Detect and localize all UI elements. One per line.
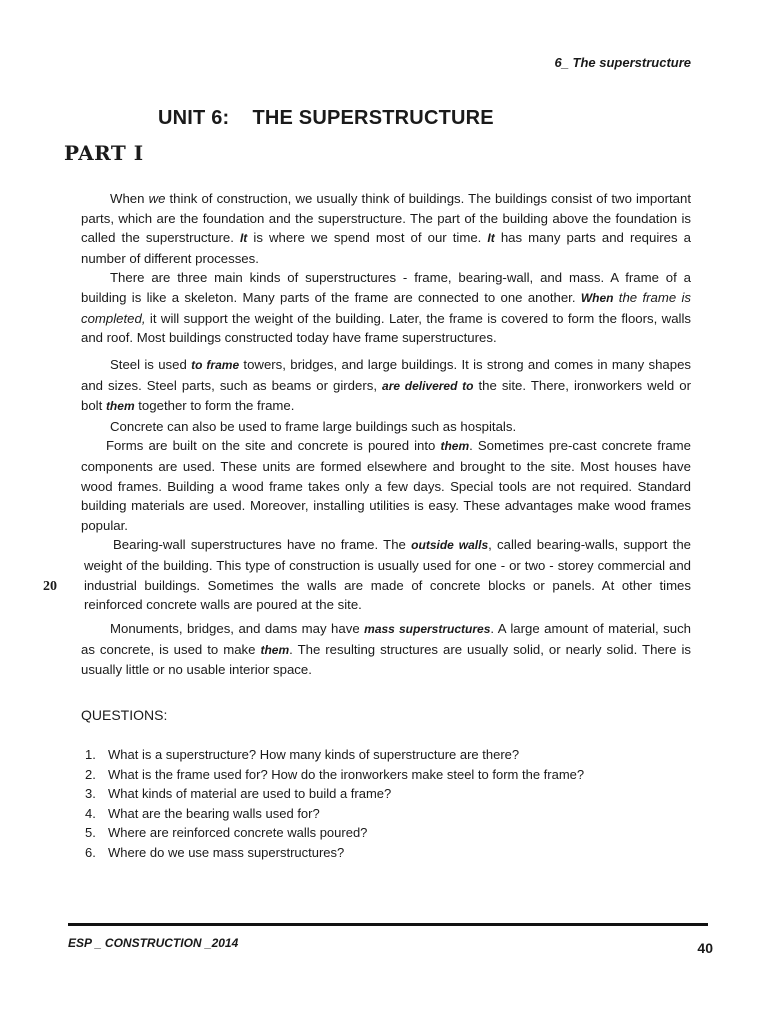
emphasis-text: It xyxy=(487,231,495,246)
question-number: 2. xyxy=(85,766,96,782)
emphasis-text: we xyxy=(148,191,166,206)
paragraph-text: There are three main kinds of superstructures - frame, bearing-wall, and mass. A frame of a building is like a skeleton. Many parts of the frame are connected to one another. xyxy=(81,270,691,305)
paragraph xyxy=(81,535,691,614)
question-number: 3. xyxy=(85,786,96,802)
questions-heading: QUESTIONS: xyxy=(81,707,168,723)
emphasis-text: outside walls xyxy=(411,538,489,553)
paragraph-text: . Sometimes pre-cast concrete frame components are used. These units are formed elsewhere and brought to the site. Most houses have wood frames. Building a wood frame takes only a few days. Special tools are not required. Standard building materials are used. Moreover, installing utilities is easy. These advantages make wood frames popular. xyxy=(81,438,691,533)
reading-block-2 xyxy=(81,355,691,615)
question-text: Where do we use mass superstructures? xyxy=(108,844,345,860)
emphasis-text: are delivered to xyxy=(382,378,474,393)
paragraph-text: . A large amount of material, such as concrete, is used to make xyxy=(81,621,692,657)
paragraph-text: think of construction, we usually think of buildings. The buildings consist of two important parts, which are the foundation and the superstructure. The part of the building above the foundation is called the superstructure. xyxy=(81,191,691,246)
question-item xyxy=(85,765,584,785)
paragraph-text: , called bearing-walls, support the weight of the building. This type of construction is usually used for one - or two - storey commercial and industrial buildings. Sometimes the walls are made of concrete blocks or panels. At other times reinforced concrete walls are poured at the site. xyxy=(84,537,691,613)
unit-title xyxy=(158,107,494,130)
emphasis-text: them xyxy=(105,399,135,414)
paragraph-text: Steel is used xyxy=(110,357,192,372)
paragraph-text: it will support the weight of the building. Later, the frame is covered to form the floors, walls and roof. Most buildings constructed today have frame superstructures. xyxy=(81,310,691,346)
question-list xyxy=(85,745,584,863)
paragraph xyxy=(81,619,691,680)
question-item xyxy=(85,843,584,863)
reading-block-3 xyxy=(81,619,691,680)
paragraph-text: . The resulting structures are usually solid, or nearly solid. There is usually little or no usable interior space. xyxy=(81,641,691,678)
question-item xyxy=(85,745,584,765)
part-title: PART I xyxy=(64,141,144,165)
question-item xyxy=(85,784,584,804)
paragraph-text: Monuments, bridges, and dams may have xyxy=(110,621,365,636)
footer-divider xyxy=(68,923,708,926)
footer-page-number: 40 xyxy=(697,940,713,956)
paragraph-text: Concrete can also be used to frame large buildings such as hospitals. xyxy=(110,418,517,434)
question-number: 6. xyxy=(85,844,96,860)
question-item xyxy=(85,804,584,824)
paragraph-text: has many parts and requires a number of different processes. xyxy=(81,230,692,266)
running-header: 6_ The superstructure xyxy=(554,55,691,70)
margin-page-number: 20 xyxy=(43,579,57,594)
paragraph xyxy=(81,268,691,347)
reading-block-1 xyxy=(81,189,691,348)
unit-number: UNIT 6: xyxy=(158,107,230,129)
paragraph-text: Forms are built on the site and concrete is poured into xyxy=(106,438,441,454)
paragraph xyxy=(81,436,691,535)
paragraph xyxy=(81,417,691,437)
paragraph xyxy=(81,189,691,268)
question-item xyxy=(85,823,584,843)
emphasis-text: It xyxy=(239,231,248,246)
paragraph-text: When xyxy=(110,191,149,206)
paragraph-text: together to form the frame. xyxy=(134,398,295,414)
emphasis-text: When xyxy=(580,290,614,305)
question-text: What kinds of material are used to build a frame? xyxy=(108,786,392,802)
paragraph-text: the site. There, ironworkers weld or bolt xyxy=(81,377,691,414)
emphasis-text: them xyxy=(440,439,470,454)
question-text: Where are reinforced concrete walls poured? xyxy=(108,825,368,841)
paragraph xyxy=(81,355,691,417)
question-text: What is the frame used for? How do the ironworkers make steel to form the frame? xyxy=(108,766,585,782)
question-number: 1. xyxy=(85,747,96,762)
paragraph-text: towers, bridges, and large buildings. It is strong and comes in many shapes and sizes. Steel parts, such as beams or girders, xyxy=(81,357,692,393)
question-number: 5. xyxy=(85,825,96,841)
paragraph-text: is where we spend most of our time. xyxy=(247,230,488,246)
emphasis-text: to frame xyxy=(191,358,240,372)
emphasis-text: mass superstructures xyxy=(364,622,491,636)
question-number: 4. xyxy=(85,805,96,821)
emphasis-text: them xyxy=(260,642,290,657)
question-text: What is a superstructure? How many kinds of superstructure are there? xyxy=(108,747,520,762)
paragraph-text: Bearing-wall superstructures have no frame. The xyxy=(113,537,412,553)
emphasis-text: the frame is completed, xyxy=(81,289,691,326)
footer-course-label: ESP _ CONSTRUCTION _2014 xyxy=(68,936,239,950)
unit-topic: THE SUPERSTRUCTURE xyxy=(252,107,494,129)
question-text: What are the bearing walls used for? xyxy=(108,805,320,821)
